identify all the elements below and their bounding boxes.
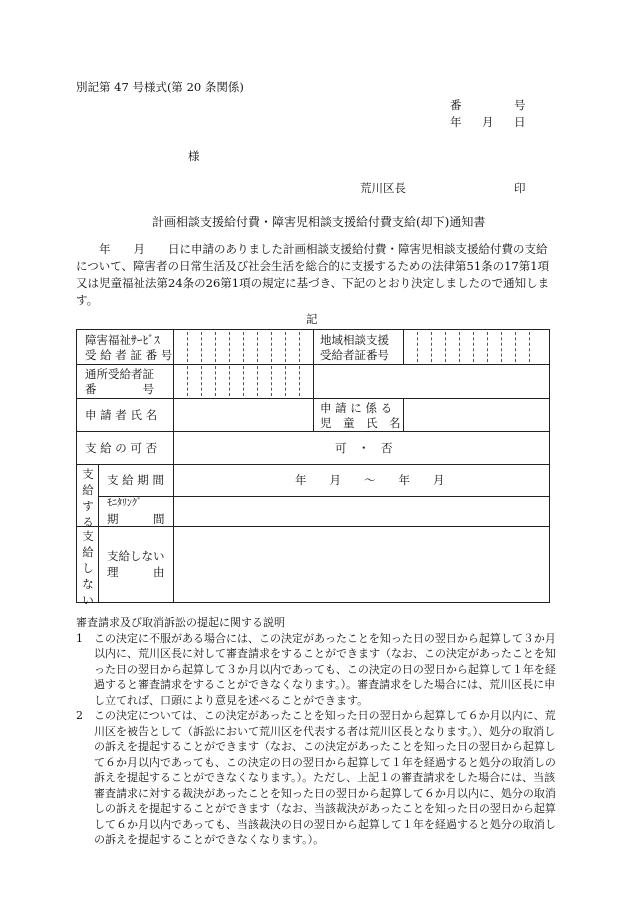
monitoring-label-line1: ﾓﾆﾀﾘﾝｸﾞ bbox=[107, 498, 142, 509]
explanation-item-2 bbox=[76, 708, 558, 848]
day-service-number-label-line2: 番 号 bbox=[85, 382, 154, 396]
explanation-heading: 審査請求及び取消訴訟の提起に関する説明 bbox=[76, 616, 285, 629]
date-year: 年 bbox=[450, 115, 462, 129]
date-day: 日 bbox=[514, 115, 526, 129]
item-text: この決定に不服がある場合には、この決定があったことを知った日の翌日から起算して３か月以内に、荒川区長に対して審査請求をすることができます（なお、この決定があったことを知った日の翌日から起算して３か月以内であっても、この決定の日の翌日から起算して１年を経過すると審査請求をすることができなくなります。）。審査請求をした場合には、荒川区長に申し立てれば、口頭により意見を述べることができます。 bbox=[94, 631, 556, 707]
item-number: 2 bbox=[76, 709, 83, 722]
seal-mark: 印 bbox=[514, 181, 526, 195]
body-paragraph: 年 月 日に申請のありました計画相談支援給付費・障害児相談支援給付費の支給について、障害者の日常生活及び社会生活を総合的に支援するための法律第51条の17第1項又は児童福祉法第24条の26第1項の規定に基づき、下記のとおり決定しましたので通知します。 bbox=[76, 242, 550, 307]
date-month: 月 bbox=[482, 115, 494, 129]
monitoring-label-line2: 期 間 bbox=[107, 512, 165, 526]
number-label: 番 bbox=[450, 98, 462, 112]
approval-value: 可 ・ 否 bbox=[335, 441, 393, 455]
number-suffix: 号 bbox=[514, 98, 526, 112]
reason-label-line1: 支給しない bbox=[107, 549, 165, 563]
period-label: 支 給 期 間 bbox=[107, 473, 164, 487]
child-name-label-line1: 申 請 に 係 る bbox=[320, 401, 393, 415]
group-denied-vertical: 支給しない bbox=[82, 529, 94, 607]
child-name-label-line2: 児 童 氏 名 bbox=[320, 416, 401, 430]
service-recipient-number-label-line1: 障害福祉ｻｰﾋﾞｽ bbox=[85, 333, 160, 347]
applicant-name-label: 申 請 者 氏 名 bbox=[85, 408, 158, 422]
decision-table bbox=[76, 329, 550, 607]
item-number: 1 bbox=[76, 631, 83, 645]
period-value: 年 月 ～ 年 月 bbox=[295, 473, 445, 487]
appeal-explanation bbox=[76, 615, 558, 848]
group-approved-vertical: 支給する bbox=[82, 467, 94, 529]
addressee-suffix: 様 bbox=[188, 149, 200, 163]
item-text: この決定については、この決定があったことを知った日の翌日から起算して６か月以内に、荒川区を被告として（訴訟において荒川区を代表する者は荒川区長となります。）、処分の取消しの訴えを提起することができます（なお、この決定があったことを知った日の翌日から起算して６か月以内であっても、この決定の日の翌日から起算して１年を経過すると処分の取消しの訴えを提起することができなくなります。）。ただし、上記１の審査請求をした場合には、当該審査請求に対する裁決があったことを知った日の翌日から起算して６か月以内に、処分の取消しの訴えを提起することができます（なお、当該裁決があったことを知った日の翌日から起算して６か月以内であっても、当該裁決の日の翌日から起算して１年を経過すると処分の取消しの訴えを提起することができなくなります。）。 bbox=[94, 709, 556, 846]
approval-label: 支 給 の 可 否 bbox=[85, 441, 158, 455]
community-support-number-label-line2: 受給者証番号 bbox=[320, 348, 389, 362]
day-service-number-label-line1: 通所受給者証 bbox=[85, 367, 154, 381]
issuer: 荒川区長 bbox=[360, 181, 406, 195]
service-recipient-number-label-line2: 受 給 者 証 番 号 bbox=[85, 348, 173, 362]
form-label: 別記第 47 号様式(第 20 条関係) bbox=[76, 80, 244, 94]
document-title: 計画相談支援給付費・障害児相談支援給付費支給(却下)通知書 bbox=[152, 215, 486, 229]
reason-label-line2: 理 由 bbox=[107, 565, 165, 579]
explanation-item-1 bbox=[76, 631, 558, 709]
community-support-number-label-line1: 地域相談支援 bbox=[320, 333, 389, 347]
ki-label: 記 bbox=[306, 312, 318, 326]
